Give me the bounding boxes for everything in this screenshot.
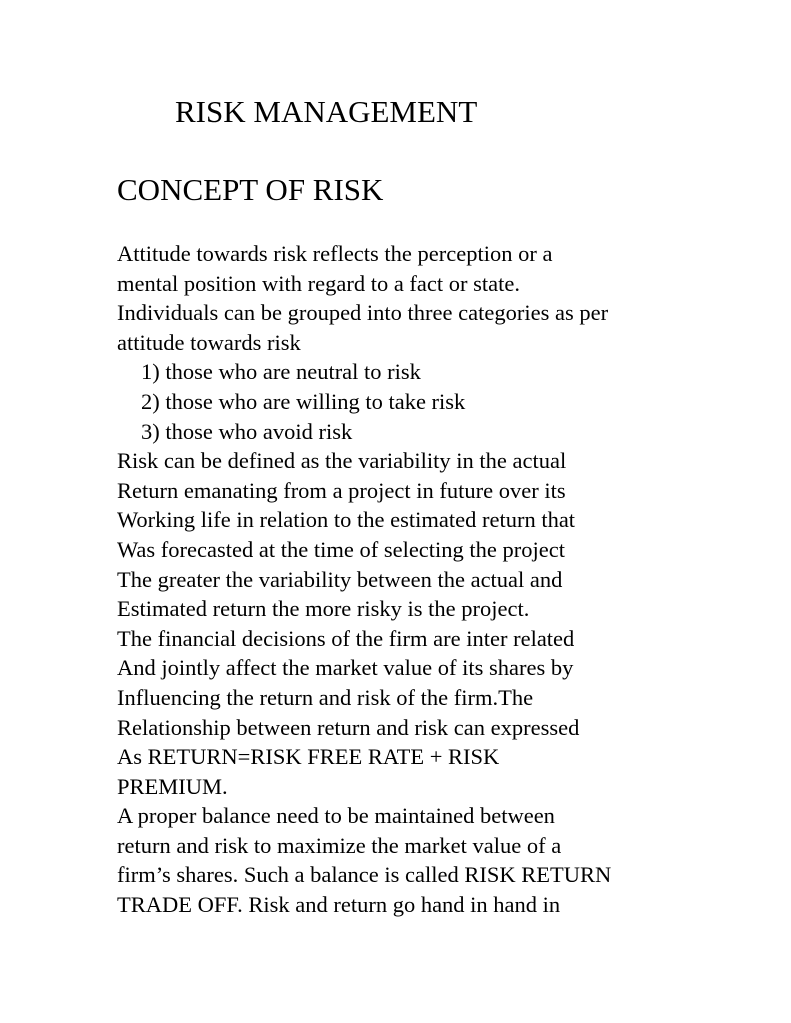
text-line: Influencing the return and risk of the firm.The: [117, 684, 534, 710]
text-line: TRADE OFF. Risk and return go hand in hand in: [117, 892, 561, 918]
text-line: Attitude towards risk reflects the perception or a: [117, 241, 553, 266]
list-item: 3) those who avoid risk: [141, 418, 353, 444]
text-line: And jointly affect the market value of its shares by: [117, 655, 574, 681]
text-line: Was forecasted at the time of selecting the project: [117, 536, 566, 562]
text-line: Estimated return the more risky is the project.: [117, 596, 530, 622]
text-line: Risk can be defined as the variability in the actual: [117, 448, 567, 474]
text-line: Working life in relation to the estimated return that: [117, 507, 576, 533]
section-heading: CONCEPT OF RISK: [117, 172, 384, 207]
text-line: Return emanating from a project in future over its: [117, 477, 566, 503]
text-line: Individuals can be grouped into three categories as per: [117, 300, 609, 326]
list-item: 1) those who are neutral to risk: [141, 359, 421, 385]
text-line: firm’s shares. Such a balance is called RISK RETURN: [117, 862, 612, 888]
text-line: attitude towards risk: [117, 329, 301, 355]
list-item: 2) those who are willing to take risk: [141, 388, 466, 414]
document-title: RISK MANAGEMENT: [175, 94, 478, 129]
text-line: As RETURN=RISK FREE RATE + RISK: [117, 744, 500, 770]
text-line: The financial decisions of the firm are inter related: [117, 625, 575, 651]
text-line: The greater the variability between the actual and: [117, 566, 563, 592]
text-line: PREMIUM.: [117, 773, 228, 799]
text-line: mental position with regard to a fact or state.: [117, 270, 521, 296]
text-line: return and risk to maximize the market value of a: [117, 832, 562, 858]
text-line: Relationship between return and risk can expressed: [117, 714, 580, 740]
text-line: A proper balance need to be maintained between: [117, 803, 555, 829]
body-text: [117, 239, 717, 920]
